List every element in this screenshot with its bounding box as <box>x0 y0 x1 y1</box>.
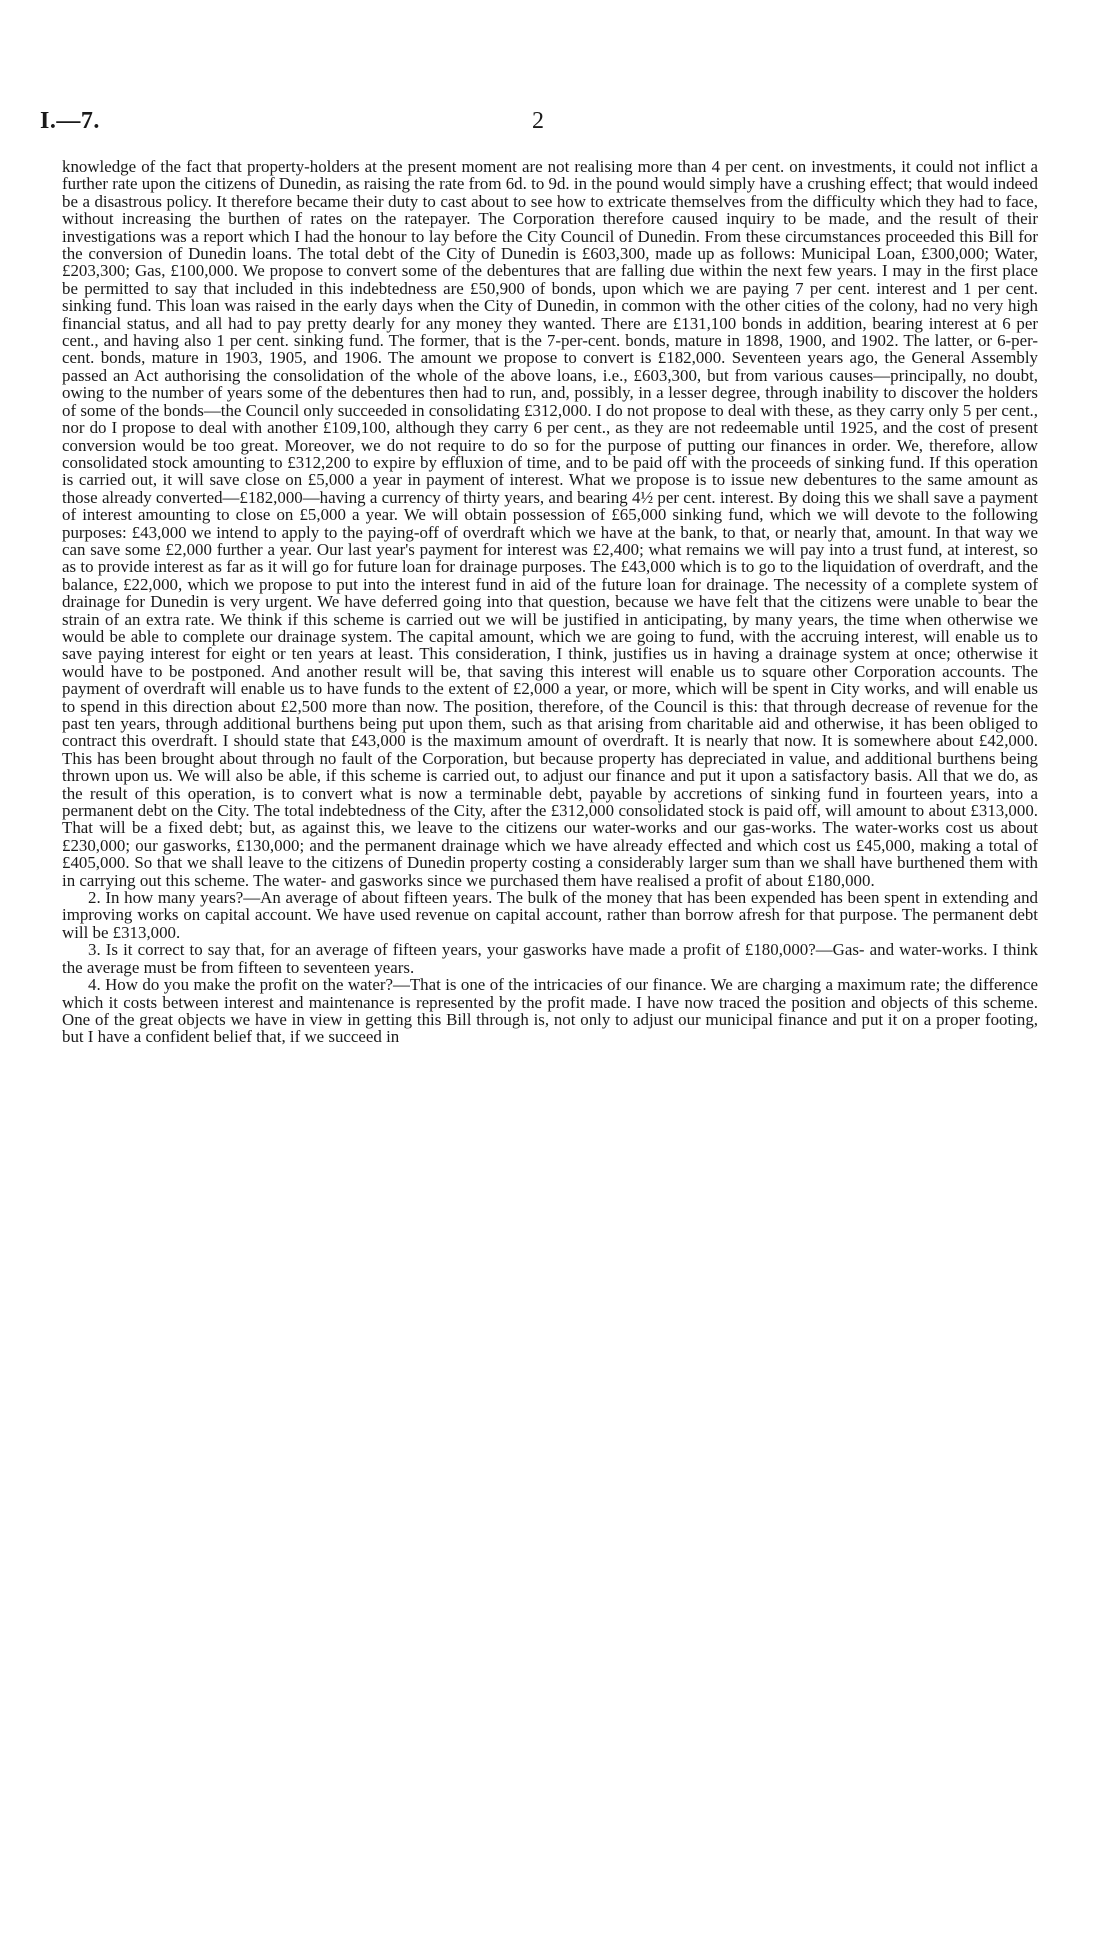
page-number: 2 <box>532 108 544 134</box>
paragraph-continuation: knowledge of the fact that property-holders at the present moment are not realising more than 4 per cent. on investments, it could not inflict a further rate upon the citizens of Dunedin, as raising the rate from 6d. to 9d. in the pound would simply have a crushing effect; that would indeed be a disastrous policy. It therefore became their duty to cast about to see how to extricate themselves from the difficulty which they had to face, without increasing the burthen of rates on the ratepayer. The Corporation therefore caused inquiry to be made, and the result of their investigations was a report which I had the honour to lay before the City Council of Dunedin. From these circumstances proceeded this Bill for the conversion of Dunedin loans. The total debt of the City of Dunedin is £603,300, made up as follows: Municipal Loan, £300,000; Water, £203,300; Gas, £100,000. We propose to convert some of the debentures that are falling due within the next few years. I may in the first place be permitted to say that included in this indebtedness are £50,900 of bonds, upon which we are paying 7 per cent. interest and 1 per cent. sinking fund. This loan was raised in the early days when the City of Dunedin, in common with the other cities of the colony, had no very high financial status, and all had to pay pretty dearly for any money they wanted. There are £131,100 bonds in addition, bearing interest at 6 per cent., and having also 1 per cent. sinking fund. The former, that is the 7-per-cent. bonds, mature in 1898, 1900, and 1902. The latter, or 6-per-cent. bonds, mature in 1903, 1905, and 1906. The amount we propose to convert is £182,000. Seventeen years ago, the General Assembly passed an Act authorising the consolidation of the whole of the above loans, i.e., £603,300, but from various causes—principally, no doubt, owing to the number of years some of the debentures then had to run, and, possibly, in a lesser degree, through inability to discover the holders of some of the bonds—the Council only succeeded in consolidating £312,000. I do not propose to deal with these, as they carry only 5 per cent., nor do I propose to deal with another £109,100, although they carry 6 per cent., as they are not redeemable until 1925, and the cost of present conversion would be too great. Moreover, we do not require to do so for the purpose of putting our finances in order. We, therefore, allow consolidated stock amounting to £312,200 to expire by effluxion of time, and to be paid off with the proceeds of sinking fund. If this operation is carried out, it will save close on £5,000 a year in payment of interest. What we propose is to issue new debentures to the same amount as those already converted—£182,000—having a currency of thirty years, and bearing 4½ per cent. interest. By doing this we shall save a payment of interest amounting to close on £5,000 a year. We will obtain possession of £65,000 sinking fund, which we will devote to the following purposes: £43,000 we intend to apply to the paying-off of overdraft which we have at the bank, to that, or nearly that, amount. In that way we can save some £2,000 further a year. Our last year's payment for interest was £2,400; what remains we will pay into a trust fund, at interest, so as to provide interest as far as it will go for future loan for drainage purposes. The £43,000 which is to go to the liquidation of overdraft, and the balance, £22,000, which we propose to put into the interest fund in aid of the future loan for drainage. The necessity of a complete system of drainage for Dunedin is very urgent. We have deferred going into that question, because we have felt that the citizens were unable to bear the strain of an extra rate. We think if this scheme is carried out we will be justified in anticipating, by many years, the time when otherwise we would be able to complete our drainage system. The capital amount, which we are going to fund, with the accruing interest, will enable us to save paying interest for eight or ten years at least. This consideration, I think, justifies us in having a drainage system at once; otherwise it would have to be postponed. And another result will be, that saving this interest will enable us to square other Corporation accounts. The payment of overdraft will enable us to have funds to the extent of £2,000 a year, or more, which will be spent in City works, and will enable us to spend in this direction about £2,500 more than now. The position, therefore, of the Council is this: that through decrease of revenue for the past ten years, through additional burthens being put upon them, such as that arising from charitable aid and otherwise, it has been obliged to contract this overdraft. I should state that £43,000 is the maximum amount of overdraft. It is nearly that now. It is somewhere about £42,000. This has been brought about through no fault of the Corporation, but because property has depreciated in value, and additional burthens being thrown upon us. We will also be able, if this scheme is carried out, to adjust our finance and put it upon a satisfactory basis. All that we do, as the result of this operation, is to convert what is now a terminable debt, payable by accretions of sinking fund in fourteen years, into a permanent debt on the City. The total indebtedness of the City, after the £312,000 consolidated stock is paid off, will amount to about £313,000. That will be a fixed debt; but, as against this, we leave to the citizens our water-works and our gas-works. The water-works cost us about £230,000; our gasworks, £130,000; and the permanent drainage which we have already effected and which cost us £45,000, making a total of £405,000. So that we shall leave to the citizens of Dunedin property costing a considerably larger sum than we shall have burthened them with in carrying out this scheme. The water- and gasworks since we purchased them have realised a profit of about £180,000. <box>62 157 1038 890</box>
body-text <box>62 158 1038 1046</box>
paragraph-question-2: 2. In how many years?—An average of about fifteen years. The bulk of the money that has been expended has been spent in extending and improving works on capital account. We have used revenue on capital account, rather than borrow afresh for that purpose. The permanent debt will be £313,000. <box>62 888 1038 942</box>
paragraph-question-4: 4. How do you make the profit on the water?—That is one of the intricacies of our finance. We are charging a maximum rate; the difference which it costs between interest and maintenance is represented by the profit made. I have now traced the position and objects of this scheme. One of the great objects we have in view in getting this Bill through is, not only to adjust our municipal finance and put it on a proper footing, but I have a confident belief that, if we succeed in <box>62 975 1038 1047</box>
paragraph-question-3: 3. Is it correct to say that, for an average of fifteen years, your gasworks have made a profit of £180,000?—Gas- and water-works. I think the average must be from fifteen to seventeen years. <box>62 940 1038 977</box>
page-header <box>40 108 1080 142</box>
document-reference: I.—7. <box>40 108 100 134</box>
